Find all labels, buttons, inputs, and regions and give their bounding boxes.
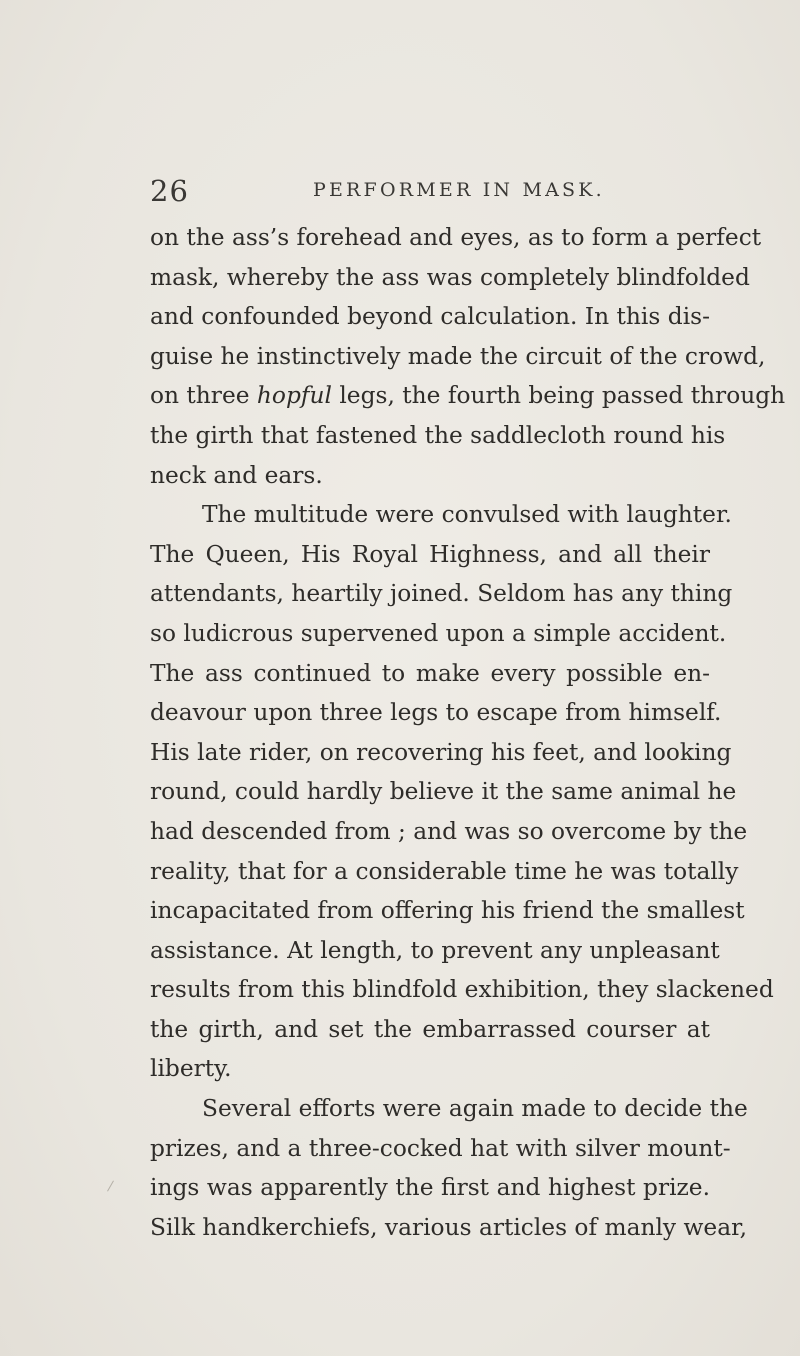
text-line: The multitude were convulsed with laughter. [202, 501, 732, 529]
text-line: so ludicrous supervened upon a simple accident. [150, 619, 727, 647]
text-line: liberty. [150, 1055, 232, 1083]
text-line: Silk handkerchiefs, various articles of manly wear, [150, 1213, 748, 1241]
text-line: reality, that for a considerable time he was totally [150, 857, 739, 885]
italic-word: hopful [256, 382, 332, 410]
text-line: on the ass’s forehead and eyes, as to form a perfect [150, 224, 762, 251]
text-line: The Queen, His Royal Highness, and all their [150, 540, 710, 568]
text-line: had descended from ; and was so overcome by the [150, 817, 748, 845]
text-run: on three [150, 382, 257, 410]
text-line: Several efforts were again made to decide the [202, 1095, 748, 1123]
text-line: incapacitated from offering his friend the smallest [150, 897, 745, 925]
text-line: neck and ears. [150, 461, 323, 489]
running-head [150, 174, 710, 214]
page-number: 26 [150, 174, 189, 208]
text-line: the girth, and set the embarrassed courser at [150, 1015, 710, 1043]
text-line [150, 376, 786, 416]
text-line: The ass continued to make every possible en- [150, 659, 710, 687]
text-line: prizes, and a three-cocked hat with silver mount- [150, 1134, 731, 1162]
body-text [150, 218, 786, 1247]
text-line: results from this blindfold exhibition, they slackened [150, 976, 774, 1004]
text-line: mask, whereby the ass was completely blindfolded [150, 263, 750, 291]
text-run: legs, the fourth being passed through [331, 382, 786, 410]
text-line: ings was apparently the first and highest prize. [150, 1174, 710, 1202]
text-line: the girth that fastened the saddlecloth round his [150, 421, 726, 449]
pencil-mark [107, 1181, 114, 1192]
text-line: guise he instinctively made the circuit of the crowd, [150, 342, 766, 370]
running-head-title: PERFORMER IN MASK. [313, 179, 605, 201]
text-line: His late rider, on recovering his feet, and looking [150, 738, 732, 766]
text-line: assistance. At length, to prevent any unpleasant [150, 936, 720, 964]
text-line: round, could hardly believe it the same animal he [150, 778, 737, 806]
text-line: deavour upon three legs to escape from himself. [150, 699, 722, 727]
text-line: and confounded beyond calculation. In this dis- [150, 303, 710, 331]
text-line: attendants, heartily joined. Seldom has any thing [150, 580, 733, 608]
